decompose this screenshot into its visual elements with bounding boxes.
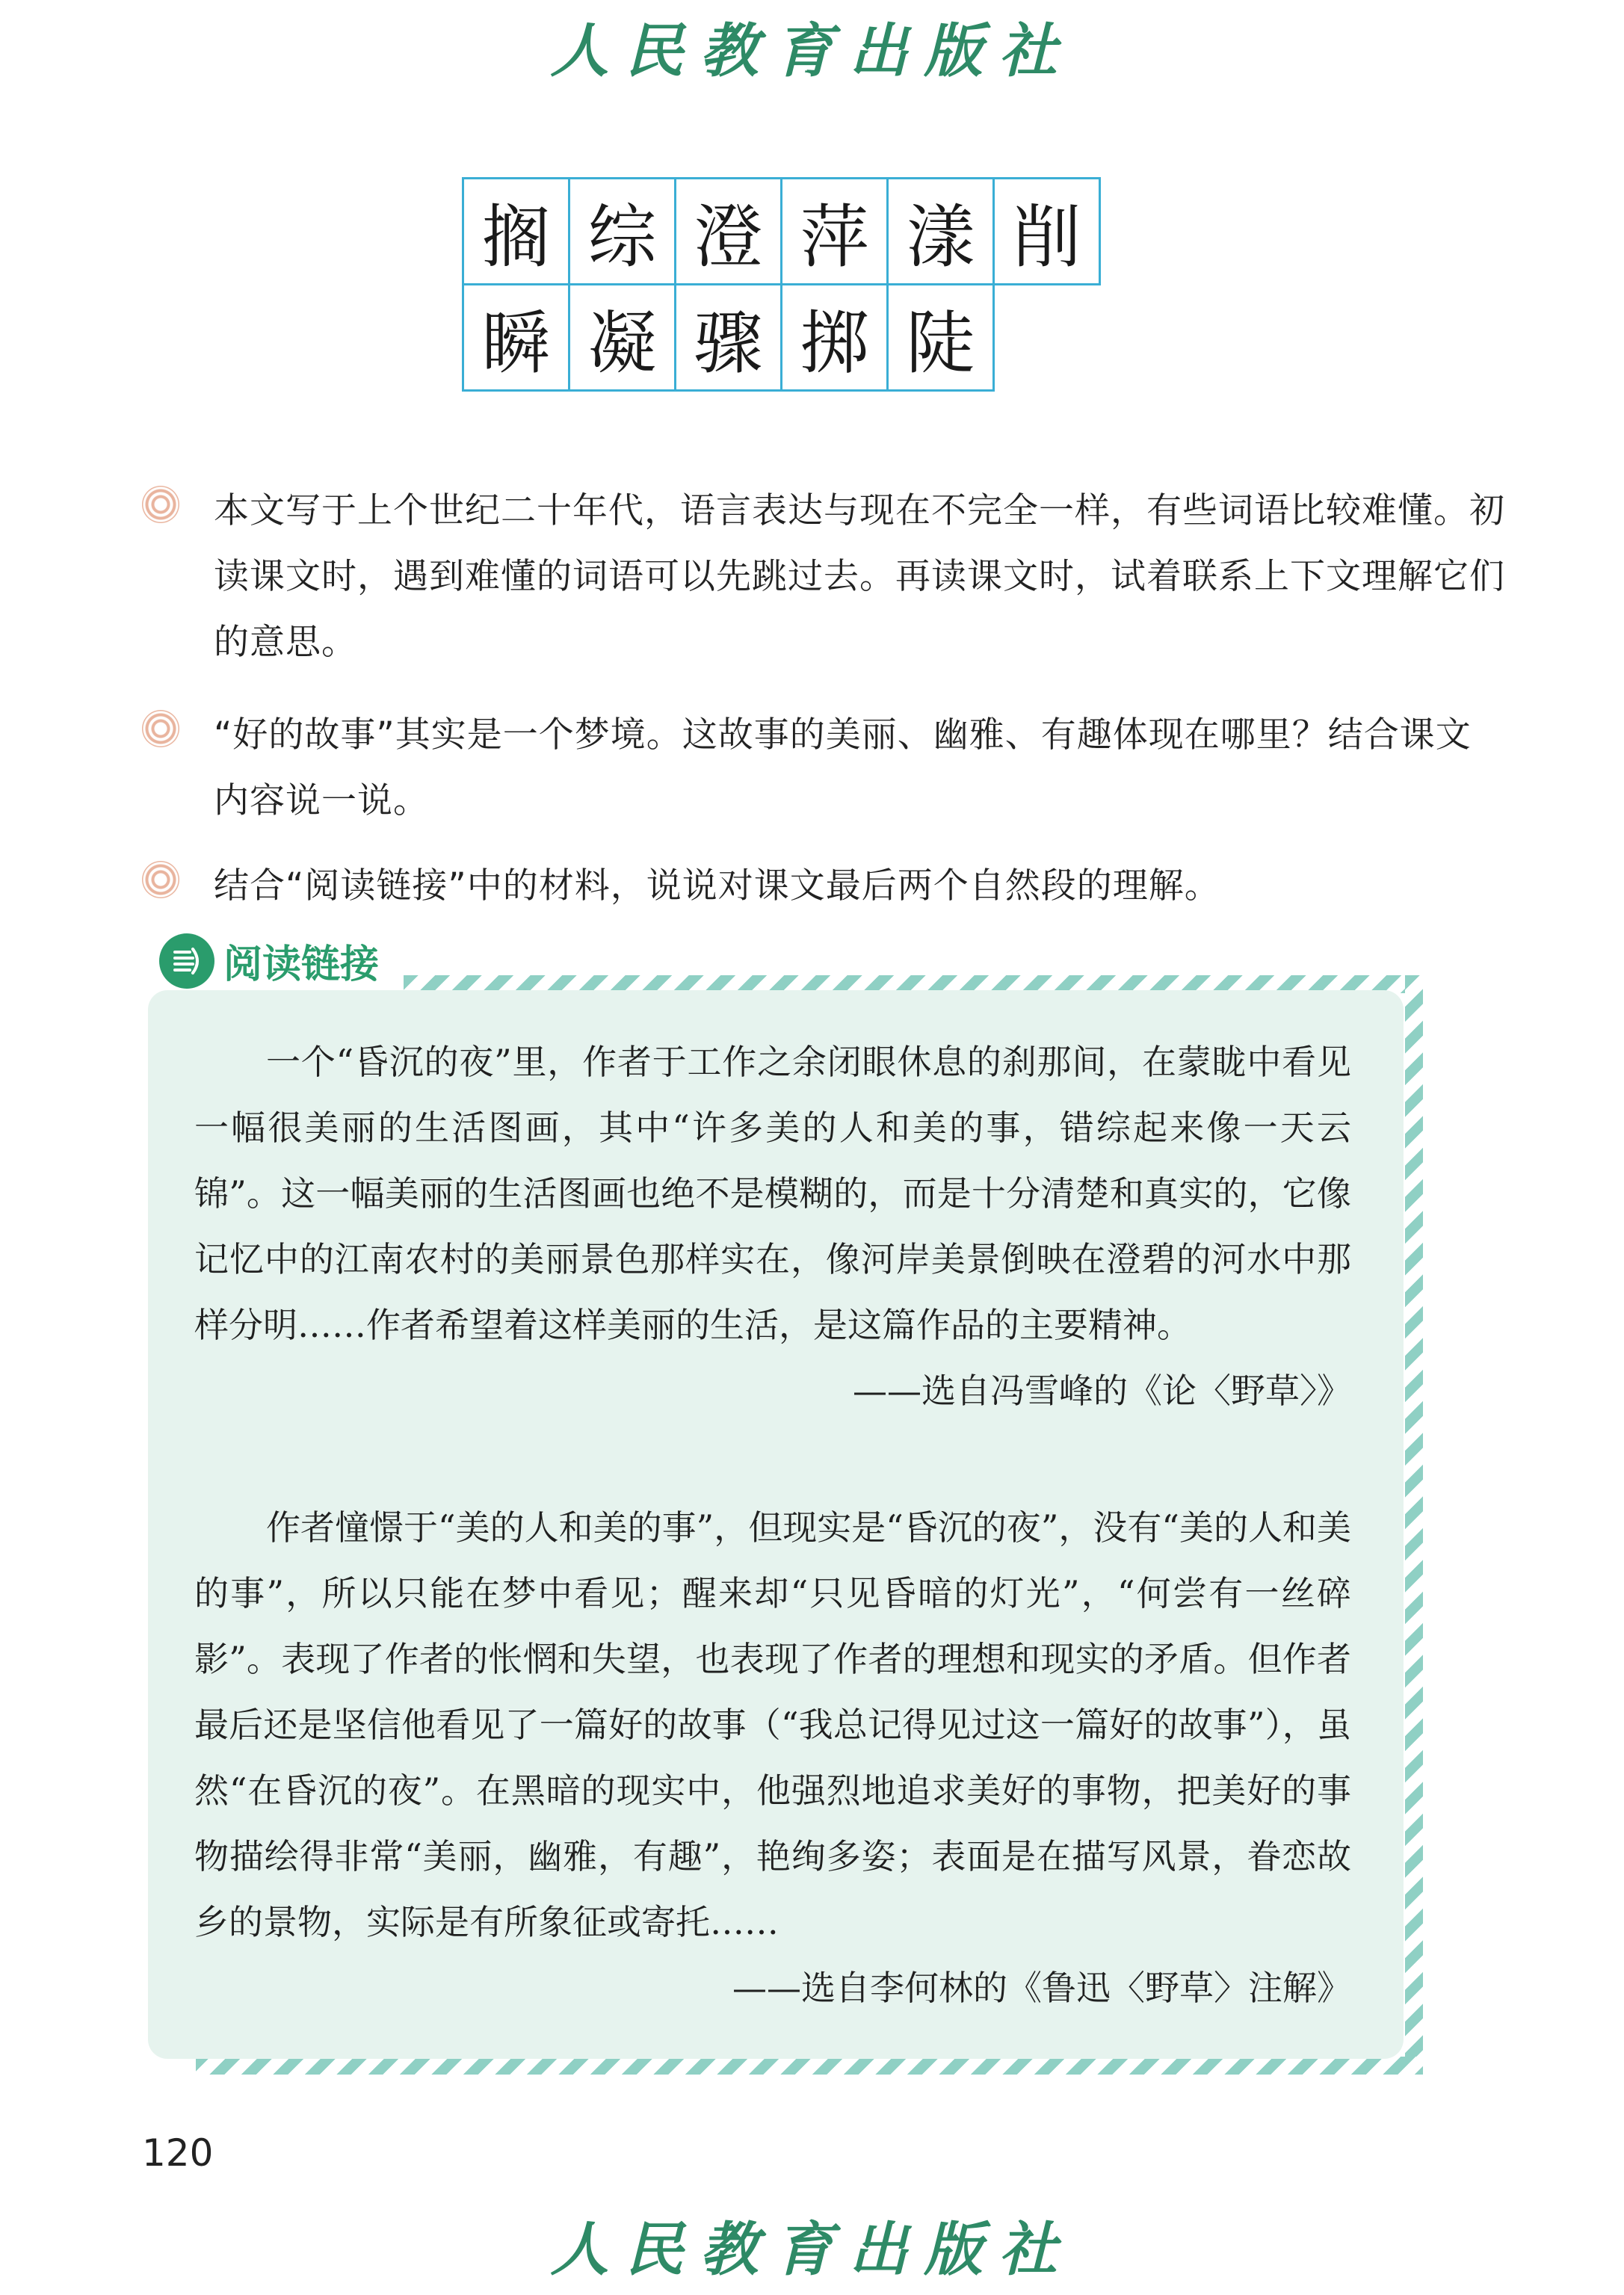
question-bullet-icon <box>142 710 179 747</box>
question-text: 本文写于上个世纪二十年代，语言表达与现在不完全一样，有些词语比较难懂。初读课文时，遇到难懂的词语可以先跳过去。再读课文时，试着联系上下文理解它们的意思。 <box>214 490 1505 663</box>
stripe-border-bottom <box>196 2057 1423 2075</box>
reading-link-box <box>148 990 1404 2059</box>
character-cell: 澄 <box>674 177 782 285</box>
passage-gap <box>194 1424 1351 1495</box>
character-cell: 漾 <box>886 177 995 285</box>
publisher-footer: 人民教育出版社 <box>550 2216 1074 2284</box>
passage-text: 一个“昏沉的夜”里，作者于工作之余闭眼休息的刹那间，在蒙眬中看见一幅很美丽的生活图画，其中“许多美的人和美的事，错综起来像一天云锦”。这一幅美丽的生活图画也绝不是模糊的，而是十分清楚和真实的，它像记忆中的江南农村的美丽景色那样实在，像河岸美景倒映在澄碧的河水中那样分明……作者希望着这样美丽的生活，是这篇作品的主要精神。 <box>194 1042 1351 1345</box>
character-cell: 骤 <box>674 283 782 392</box>
character-cell: 搁 <box>462 177 570 285</box>
character-cell: 综 <box>568 177 676 285</box>
passage-source: ——选自李何林的《鲁迅〈野草〉注解》 <box>732 1968 1351 2008</box>
book-icon <box>159 933 214 989</box>
character-grid <box>462 177 1099 389</box>
page-number: 120 <box>142 2131 214 2175</box>
passage-source: ——选自冯雪峰的《论〈野草〉》 <box>853 1371 1351 1411</box>
question-text: “好的故事”其实是一个梦境。这故事的美丽、幽雅、有趣体现在哪里？结合课文内容说一说。 <box>214 714 1472 821</box>
empty-cell <box>992 283 1101 392</box>
character-cell: 削 <box>992 177 1101 285</box>
passage-text: 作者憧憬于“美的人和美的事”，但现实是“昏沉的夜”，没有“美的人和美的事”，所以只能在梦中看见；醒来却“只见昏暗的灯光”，“何尝有一丝碎影”。表现了作者的怅惘和失望，也表现了作者的理想和现实的矛盾。但作者最后还是坚信他看见了一篇好的故事（“我总记得见过这一篇好的故事”），虽然“在昏沉的夜”。在黑暗的现实中，他强烈地追求美好的事物，把美好的事物描绘得非常“美丽，幽雅，有趣”，艳绚多姿；表面是在描写风景，眷恋故乡的景物，实际是有所象征或寄托…… <box>194 1507 1351 1942</box>
question-text: 结合“阅读链接”中的材料，说说对课文最后两个自然段的理解。 <box>214 865 1220 906</box>
question-bullet-icon <box>142 861 179 898</box>
question-bullet-icon <box>142 486 179 523</box>
character-cell: 瞬 <box>462 283 570 392</box>
character-cell: 陡 <box>886 283 995 392</box>
character-cell: 凝 <box>568 283 676 392</box>
reading-link-title: 阅读链接 <box>223 942 380 987</box>
character-cell: 萍 <box>780 177 889 285</box>
publisher-header: 人民教育出版社 <box>550 17 1074 85</box>
character-cell: 掷 <box>780 283 889 392</box>
stripe-border-right <box>1405 975 1423 2074</box>
reading-link-header <box>159 933 379 989</box>
